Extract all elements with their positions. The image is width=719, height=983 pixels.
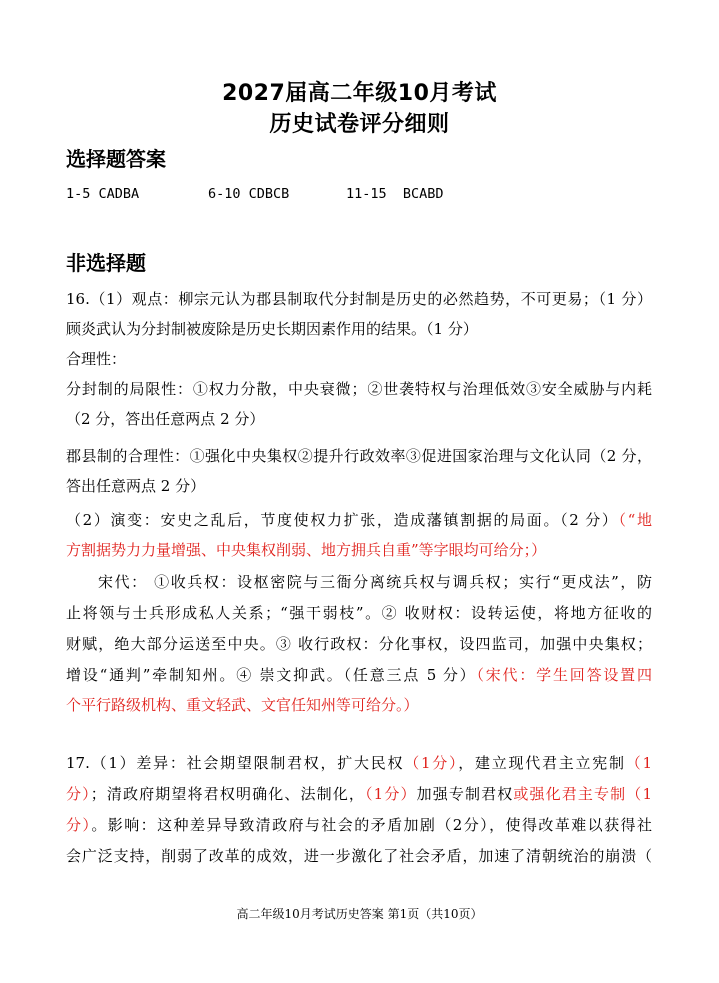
score-mark: 分） bbox=[66, 785, 91, 803]
score-mark: 分） bbox=[66, 816, 92, 834]
nonchoice-heading: 非选择题 bbox=[66, 251, 146, 275]
scoring-note-line: 方割据势力力量增强、中央集权削弱、地方拥兵自重”等字眼均可给分；） bbox=[66, 541, 547, 559]
answer-group-11-15: 11-15 BCABD bbox=[346, 186, 444, 202]
score-mark: （1分） bbox=[404, 754, 459, 772]
text-line: 郡县制的合理性：①强化中央集权②提升行政效率③促进国家治理与文化认同（2 分， bbox=[66, 447, 652, 465]
answer-group-6-10: 6-10 CDBCB bbox=[208, 186, 290, 202]
text-line bbox=[66, 510, 652, 530]
text-line bbox=[66, 815, 652, 835]
text-segment: （2）演变：安史之乱后，节度使权力扩张，造成藩镇割据的局面。（2 分） bbox=[66, 511, 619, 529]
text-segment: 17.（1）差异：社会期望限制君权，扩大民权 bbox=[66, 754, 405, 772]
exam-title: 2027届高二年级10月考试 bbox=[222, 81, 497, 106]
text-line: 合理性： bbox=[66, 350, 127, 368]
choice-answers bbox=[66, 186, 466, 206]
text-segment: 。影响：这种差异导致清政府与社会的矛盾加剧（2分），使得改革难以获得社 bbox=[91, 816, 652, 834]
score-mark: （1 bbox=[625, 754, 652, 772]
text-line: 答出任意两点 2 分） bbox=[66, 477, 206, 495]
text-segment: 增设“通判”牵制知州。④ 崇文抑武。（任意三点 5 分） bbox=[66, 666, 477, 684]
text-line: 分封制的局限性：①权力分散，中央衰微；②世袭特权与治理低效③安全威胁与内耗 bbox=[66, 380, 652, 398]
text-line bbox=[66, 665, 652, 685]
text-line bbox=[66, 784, 652, 804]
scoring-note: （宋代：学生回答设置四 bbox=[476, 666, 652, 684]
scoring-note-line: 个平行路级机构、重文轻武、文官任知州等可给分。） bbox=[66, 696, 419, 714]
text-line: 财赋，绝大部分运送至中央。③ 收行政权：分化事权，设四监司，加强中央集权； bbox=[66, 635, 652, 653]
text-line: 16.（1）观点：柳宗元认为郡县制取代分封制是历史的必然趋势，不可更易；（1 分） bbox=[66, 290, 652, 308]
text-line: 止将领与士兵形成私人关系；“强干弱枝”。② 收财权：设转运使，将地方征收的 bbox=[66, 604, 652, 622]
answer-group-1-5: 1-5 CADBA bbox=[66, 186, 140, 202]
score-mark: （1分） bbox=[365, 785, 417, 803]
scoring-note: （“地 bbox=[618, 511, 653, 529]
text-line: 宋代： ①收兵权：设枢密院与三衙分离统兵权与调兵权；实行“更戍法”，防 bbox=[98, 573, 652, 591]
page-footer: 高二年级10月考试历史答案 第1页（共10页） bbox=[236, 907, 483, 921]
text-segment: 加强专制君权 bbox=[416, 785, 514, 803]
choice-heading: 选择题答案 bbox=[66, 147, 166, 171]
text-segment: ，建立现代君主立宪制 bbox=[458, 754, 626, 772]
exam-subtitle: 历史试卷评分细则 bbox=[269, 112, 450, 137]
text-line bbox=[66, 753, 652, 773]
text-segment: ；清政府期望将君权明确化、法制化， bbox=[90, 785, 366, 803]
scoring-note: 或强化君主专制（1 bbox=[513, 785, 652, 803]
text-line: 顾炎武认为分封制被废除是历史长期因素作用的结果。（1 分） bbox=[66, 320, 478, 338]
text-line: 会广泛支持，削弱了改革的成效，进一步激化了社会矛盾，加速了清朝统治的崩溃（ bbox=[66, 847, 652, 865]
text-line: （2 分，答出任意两点 2 分） bbox=[66, 410, 265, 428]
